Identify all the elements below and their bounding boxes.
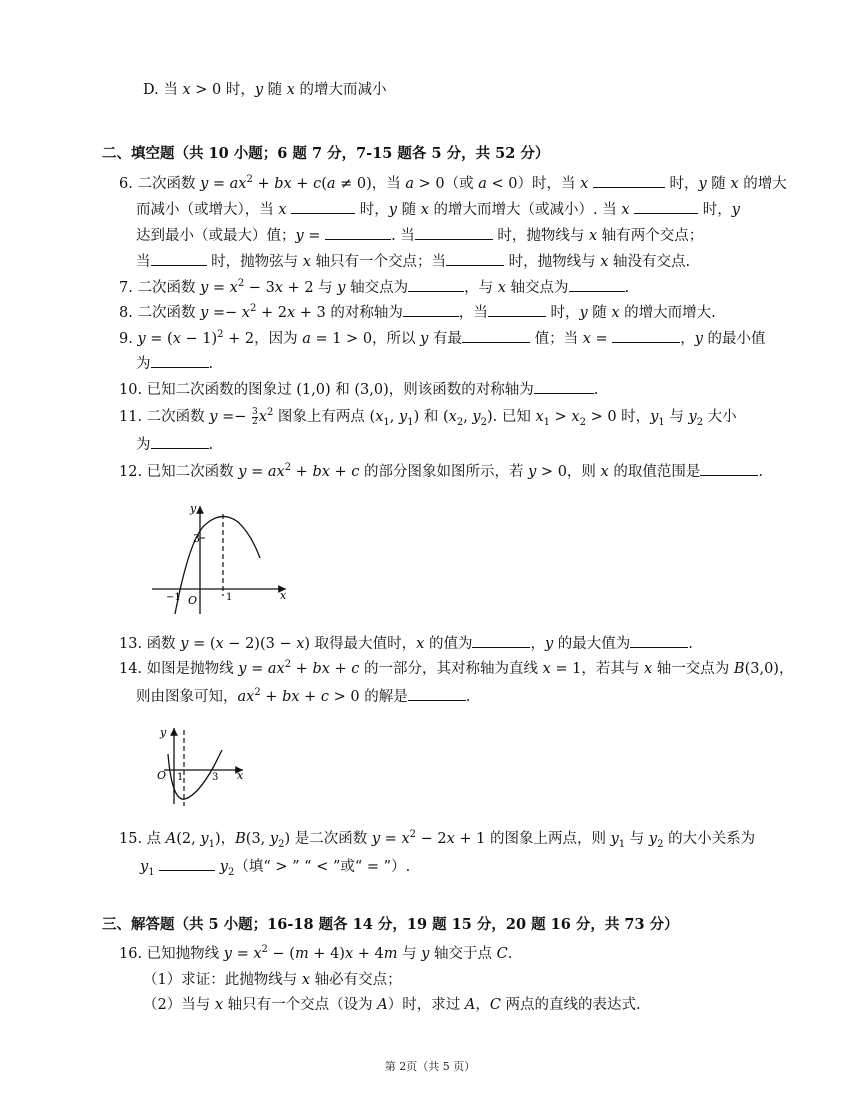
q14-line2: 则由图象可知，$ax^2$ + bx + c > 0 的解是 .	[136, 687, 471, 705]
q13: 13. 函数 y = (x − 2)(3 − x) 取得最大值时，x 的值为 ，y 的最大值为 .	[119, 633, 693, 654]
q15-line2: $y_1$ $y_2$（填“ > ” “ < ”或“ = ”）.	[140, 856, 410, 877]
q15-line1: 15. 点 A(2, $y_1$)，B(3, $y_2$) 是二次函数 $y = x^2 - 2x + 1$ 的图象上两点，则 $y_1$ 与 $y_2$ 的大小关系为	[119, 829, 756, 850]
label-1: 1	[177, 772, 184, 783]
label-y: y	[160, 726, 167, 739]
blank[interactable]	[446, 251, 504, 266]
blank[interactable]	[534, 379, 594, 394]
blank[interactable]	[569, 277, 625, 292]
section-3-title: 三、解答题（共 5 小题；16-18 题各 14 分，19 题 15 分，20 题 16 分，共 73 分）	[102, 916, 679, 933]
q14-line1: 14. 如图是抛物线 $y = ax^2$ + bx + c 的一部分，其对称轴为直线 x = 1，若其与 x 轴一交点为 B(3,0)，	[119, 659, 794, 677]
blank[interactable]	[408, 277, 464, 292]
q6-line1: 6. 二次函数 $y = ax^2$ + bx + c(a ≠ 0)，当 a > 0（或 a < 0）时，当 x 时，y 随 x 的增大	[119, 174, 787, 192]
q8: 8. 二次函数 $y =- x^2 + 2x + 3$ 的对称轴为 ，当 时，y 随 x 的增大而增大.	[119, 303, 716, 321]
q6-line2: 而减小（或增大），当 x 时，y 随 x 的增大而增大（或减小）. 当 x 时，y	[136, 199, 740, 220]
q6-line3: 达到最小（或最大）值；y = . 当 时，抛物线与 x 轴有两个交点；	[136, 225, 703, 246]
q10: 10. 已知二次函数的图象过 (1,0) 和 (3,0)，则该函数的对称轴为 .	[119, 379, 598, 400]
q16: 16. 已知抛物线 $y = x^2 - (m + 4)x + 4m$ 与 y 轴交于点 C.	[119, 944, 513, 962]
label-minus1: −1	[166, 592, 181, 603]
blank[interactable]	[403, 302, 459, 317]
label-1: 1	[226, 592, 233, 603]
q11-line1: 11. 二次函数 y =− $\frac{3}{2}$ $x^2$ 图象上有两点 ($x_1$, $y_1$) 和 ($x_2$, $y_2$). 已知 $x_1 > x_2 > 0$ 时，$y_1$ 与 $y_2$ 大小	[119, 406, 737, 428]
q14-figure	[150, 722, 250, 808]
option-d: D. 当 x > 0 时，y 随 x 的增大而减小	[143, 82, 387, 98]
blank[interactable]	[462, 328, 530, 343]
blank[interactable]	[151, 434, 209, 449]
page-footer: 第 2页（共 5 页）	[384, 1060, 476, 1073]
label-3: 3	[212, 772, 219, 783]
blank[interactable]	[488, 302, 546, 317]
blank[interactable]	[634, 199, 698, 214]
q6-line4: 当 时，抛物弦与 x 轴只有一个交点；当 时，抛物线与 x 轴没有交点.	[136, 251, 690, 272]
blank[interactable]	[630, 633, 688, 648]
q7: 7. 二次函数 $y = x^2 - 3x + 2$ 与 y 轴交点为 ，与 x 轴交点为 .	[119, 278, 630, 296]
fraction: $\frac{3}{2}$	[252, 406, 258, 427]
math-cond: x	[182, 82, 191, 98]
q12: 12. 已知二次函数 $y = ax^2$ + bx + c 的部分图象如图所示，若 y > 0，则 x 的取值范围是 .	[119, 462, 763, 480]
blank[interactable]	[408, 686, 466, 701]
blank[interactable]	[700, 461, 758, 476]
blank[interactable]	[151, 251, 207, 266]
label-y: y	[190, 502, 197, 515]
label-x: x	[237, 769, 244, 782]
q9-line1: 9. $y = (x - 1)^2 + 2$，因为 a = 1 > 0，所以 y 有最 值；当 x = ，y 的最小值	[119, 329, 766, 347]
q16-part2: （2）当与 x 轴只有一个交点（设为 A）时，求过 A，C 两点的直线的表达式.	[143, 997, 641, 1013]
q9-line2: 为 .	[136, 353, 213, 374]
blank[interactable]	[593, 173, 665, 188]
label-origin: O	[157, 769, 167, 782]
section-2-title: 二、填空题（共 10 小题；6 题 7 分，7-15 题各 5 分，共 52 分）	[102, 145, 550, 162]
q16-part1: （1）求证：此抛物线与 x 轴必有交点；	[143, 972, 402, 988]
label-3: 3	[193, 532, 200, 545]
blank[interactable]	[151, 353, 209, 368]
blank[interactable]	[612, 328, 680, 343]
blank[interactable]	[291, 199, 355, 214]
blank[interactable]	[472, 633, 530, 648]
label-x: x	[280, 589, 287, 602]
blank[interactable]	[415, 225, 493, 240]
label-origin: O	[188, 594, 198, 607]
blank[interactable]	[159, 856, 215, 871]
blank[interactable]	[325, 225, 391, 240]
q12-figure	[148, 496, 298, 618]
q11-line2: 为 .	[136, 434, 213, 455]
